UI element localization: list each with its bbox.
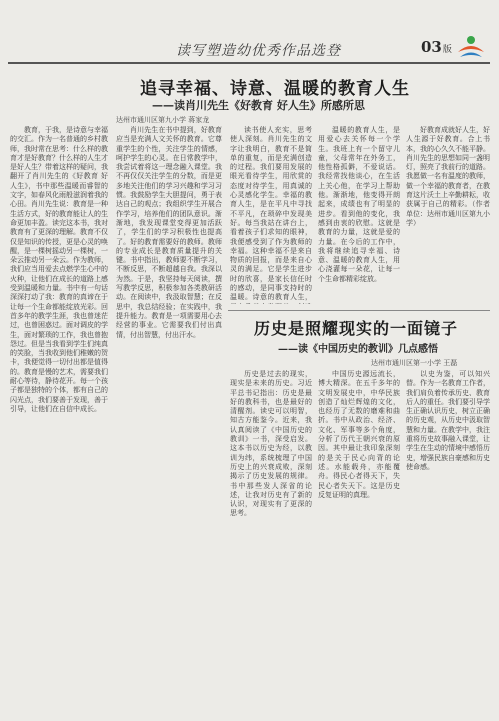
header-rule — [8, 62, 490, 64]
article-2-title: 历史是照耀现实的一面镜子 — [254, 319, 459, 338]
article-1-column-3 — [230, 126, 312, 304]
publication-logo-icon — [456, 34, 486, 60]
page-number-suffix: 版 — [442, 45, 452, 55]
article-2-byline: 达州市通川区第一小学 王磊 — [371, 359, 458, 367]
article-1-column-3-text: 读书使人充实，思考使人深刻。肖川先生的文字让我明白，教育不是简单的重复，而是充满创造的过程。我们要用发展的眼光看待学生，用欣赏的态度对待学生，用真诚的心灵感化学生。幸福的教育人生，是在平凡中寻找不平凡，在琐碎中发现美好。每当我站在讲台上，看着孩子们求知的眼神，我便感受到了作为教师的幸福。这种幸福不是来自物质的回报，而是来自心灵的满足。它是学生进步时的欣喜，是家长信任时的感动，是同事支持时的温暖。诗意的教育人生， — [230, 126, 312, 302]
article-1-column-1 — [10, 126, 108, 714]
article-1-column-4 — [318, 126, 400, 304]
article-1-column-1-text: 教育，于我，是诗意与幸福的交汇。作为一名普通的乡村教师，我时常在思考：什么样的教育才是好教育？什么样的人生才是好人生？带着这样的疑问，我翻开了肖川先生的《好教育 好人生》，书中那些温暖而睿智的文字，如春风化雨般滋润着我的心田。肖川先生说：教育是一种生活方式，好的教育能让人的生命更加丰盈。读完这本书，我对教育有了更深的理解。教育不仅仅是知识的传授，更是心灵的唤醒，是一棵树摇动另一棵树，一朵云推动另一朵云。作为教师，我们应当用爱去点燃学生心中的火种，让他们在成长的道路上感受到温暖和力量。书中有一句话深深打动了我：教育的真谛在于让每一个生命都能绽放光彩。回首多年的教学生涯，我也曾迷茫过，也曾困惑过。面对调皮的学生，面对繁琐的工作，我也曾抱怨过。但是当我看到学生们纯真的笑脸，当我收到他们稚嫩的贺卡，我便觉得一切付出都是值得的。教育是慢的艺术，需要我们耐心等待，静待花开。每一个孩子都是独特的个体，都有自己的闪光点，我们要善于发现，善于引导，让他们在自信中成长。 — [10, 126, 108, 413]
article-2-divider — [228, 310, 490, 311]
article-1-column-2 — [116, 126, 222, 714]
page-number — [421, 38, 452, 56]
article-1-column-5 — [406, 126, 490, 304]
article-2-column-3-text: 以史为鉴，可以知兴替。作为一名教育工作者，我们肩负着传承历史、教育后人的重任。我们要引导学生正确认识历史，树立正确的历史观，从历史中汲取智慧和力量。在教学中，我注重将历史故事融入课堂，让学生在生动的情境中感悟历史，增强民族自豪感和历史使命感。 — [406, 370, 490, 471]
article-1-byline: 达州市通川区第九小学 蒋家龙 — [116, 116, 210, 124]
section-title: 读写塑造幼优秀作品选登 — [176, 43, 341, 59]
article-2-column-1 — [230, 370, 312, 714]
article-2-column-2-text: 中国历史源远流长，博大精深。在五千多年的文明发展史中，中华民族创造了灿烂辉煌的文化，也经历了无数的磨难和曲折。书中从政治、经济、文化、军事等多个角度，分析了历代王朝兴衰的原因。其中最让我印象深刻的是关于民心向背的论述。水能载舟，亦能覆舟。得民心者得天下，失民心者失天下。这是历史反复证明的真理。 — [318, 370, 400, 499]
article-2-subtitle: ——读《中国历史的教训》几点感悟 — [278, 344, 438, 355]
article-1-column-2-text: 肖川先生在书中提到，好教育应当是充满人文关怀的教育。它尊重学生的个性，关注学生的情感，呵护学生的心灵。在日常教学中，我尝试着将这一理念融入课堂。我不再仅仅关注学生的分数，而是更多地关注他们的学习兴趣和学习习惯。我鼓励学生大胆提问，勇于表达自己的观点；我组织学生开展合作学习，培养他们的团队意识。渐渐地，我发现课堂变得更加活跃了，学生们的学习积极性也提高了。好的教育需要好的教师。教师的专业成长是教育质量提升的关键。书中指出，教师要不断学习，不断反思，不断超越自我。我深以为然。于是，我坚持每天阅读，撰写教学反思，积极参加各类教研活动。在阅读中，我汲取智慧；在反思中，我总结经验；在实践中，我提升能力。教育是一项需要用心去经营的事业。它需要我们付出真情，付出智慧，付出汗水。 — [116, 126, 222, 339]
article-1-subtitle: ——读肖川先生《好教育 好人生》所感所思 — [152, 99, 365, 112]
page-header — [0, 0, 499, 64]
article-1-column-4-text: 温暖的教育人生，是用爱心去关怀每一个学生。我班上有一个留守儿童，父母常年在外务工，他性格孤僻，不爱说话。我经常找他谈心，在生活上关心他，在学习上帮助他。渐渐地，他变得开朗起来，成绩也有了明显的进步。看到他的变化，我感到由衷的欣慰。这就是教育的力量，这就是爱的力量。在今后的工作中，我将继续追寻幸福、诗意、温暖的教育人生，用心浇灌每一朵花，让每一个生命都精彩绽放。 — [318, 126, 400, 283]
article-2-column-3 — [406, 370, 490, 714]
article-2-column-1-text: 历史是过去的现实，现实是未来的历史。习近平总书记指出：历史是最好的教科书，也是最好的清醒剂。读史可以明智，知古方能鉴今。近来，我认真阅读了《中国历史的教训》一书，深受启发。这本书以历史为经，以教训为纬，系统梳理了中国历史上的兴衰成败，深刻揭示了历史发展的规律。书中那些发人深省的论述，让我对历史有了新的认识，对现实有了更深的思考。 — [230, 370, 312, 518]
article-2-column-2 — [318, 370, 400, 714]
article-1-title: 追寻幸福、诗意、温暖的教育人生 — [140, 79, 410, 99]
page-number-value: 03 — [421, 38, 442, 56]
article-1-column-5-text: 好教育成就好人生，好人生源于好教育。合上书本，我的心久久不能平静。肖川先生的思想如同一盏明灯，照亮了我前行的道路。我愿做一名有温度的教师，做一个幸福的教育者，在教育这片沃土上辛勤耕耘，收获属于自己的精彩。（作者单位：达州市通川区第九小学） — [406, 126, 490, 227]
